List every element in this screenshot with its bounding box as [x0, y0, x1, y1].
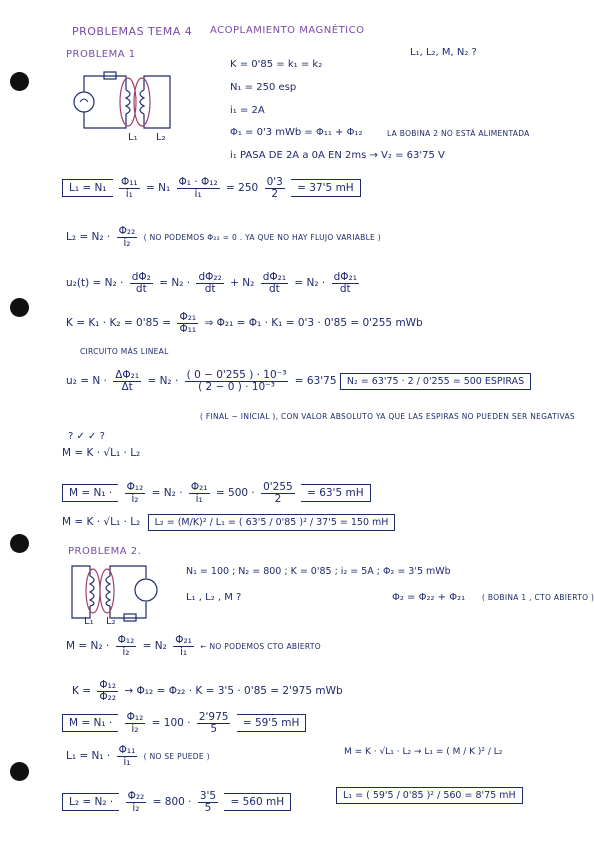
data-k: K = 0'85 = k₁ = k₂ [230, 59, 323, 70]
binder-hole [10, 534, 29, 553]
p2-eq-l1: L₁ = N₁ · $\frac{\text{Φ₁₁}}{\text{i₁}}$ ( NO SE PUEDE ) [66, 744, 210, 768]
check-marks: ? ✓ ✓ ? [68, 431, 105, 442]
problem-2-heading: PROBLEMA 2. [68, 546, 142, 557]
data-transition: i₁ PASA DE 2A a 0A EN 2ms → V₂ = 63'75 V [230, 150, 445, 161]
k-note: CIRCUITO MÁS LINEAL [80, 347, 169, 356]
page-title: PROBLEMAS TEMA 4 [72, 25, 193, 38]
n2-note: ( FINAL − INICIAL ), CON VALOR ABSOLUTO YA QUE LAS ESPIRAS NO PUEDEN SER NEGATIVAS [200, 412, 575, 421]
p2-unknowns: L₁ , L₂ , M ? [186, 592, 242, 603]
eq-m: M = N₁ · $\frac{\text{Φ₁₂}}{\text{i₂}}$ = N₂ · $\frac{\text{Φ₂₁}}{\text{i₁}}$ = 500 · $\frac{0'255}{2}$ = 63'5 mH [62, 482, 371, 504]
eq-m-general: M = K · √L₁ · L₂ [62, 447, 141, 459]
coil2-label-l1: L₁ [84, 616, 94, 627]
p2-eq-l1-alt: M = K · √L₁ · L₂ → L₁ = ( M / K )² / L₂ [344, 747, 503, 757]
data-i1: i₁ = 2A [230, 105, 265, 116]
eq-l2: L₂ = N₂ · $\frac{\text{Φ₂₂}}{\text{i₂}}$ ( NO PODEMOS Φ₂₂ = 0 . YA QUE NO HAY FLUJO VARIABLE ) [66, 225, 382, 249]
coupled-coils-figure-2 [66, 560, 176, 630]
coil-label-l1: L₁ [128, 132, 138, 143]
binder-hole [10, 762, 29, 781]
binder-hole [10, 298, 29, 317]
data-n1: N₁ = 250 esp [230, 82, 297, 93]
problem-1-heading: PROBLEMA 1 [66, 49, 136, 60]
eq-l1: L₁ = N₁ $\frac{\text{Φ₁₁}}{\text{i₁}}$ = N₁ $\frac{\text{Φ₁ · Φ₁₂}}{\text{i₁}}$ = 250 $\frac{0'3}{2}$ = 37'5 mH [62, 177, 361, 199]
p2-eq-k: K = $\frac{\text{Φ₁₂}}{\text{Φ₂₂}}$ → Φ₁₂ = Φ₂₂ · K = 3'5 · 0'85 = 2'975 mWb [72, 679, 343, 703]
page-subtitle: ACOPLAMIENTO MAGNÉTICO [210, 25, 365, 36]
data-flux: Φ₁ = 0'3 mWb = Φ₁₁ + Φ₁₂ [230, 127, 363, 138]
coil2-label-l2: L₂ [106, 616, 116, 627]
p2-flux-note: ( BOBINA 1 , CTO ABIERTO ) [482, 593, 594, 602]
binder-hole [10, 72, 29, 91]
eq-n2: u₂ = N · $\frac{\text{ΔΦ₂₁}}{\Delta t}$ = N₂ · $\frac{\text{( 0 − 0'255 ) · 10⁻³}}{\text{( 2 − 0 ) · 10⁻³}}$ = 63'75 N₂ = 63'75 · 2 / 0'255 = 500 ESPIRAS [66, 370, 531, 392]
eq-u2: u₂(t) = N₂ · $\frac{\text{dΦ₂}}{dt}$ = N₂ · $\frac{\text{dΦ₂₂}}{dt}$ + N₂ $\frac{\text{dΦ₂₁}}{dt}$ = N₂ · $\frac{\text{dΦ₂₁}}{dt}$ [66, 271, 357, 295]
eq-k: K = K₁ · K₂ = 0'85 = $\frac{\text{Φ₂₁}}{\text{Φ₁₁}}$ ⇒ Φ₂₁ = Φ₁ · K₁ = 0'3 · 0'85 = 0'255 mWb [66, 311, 423, 335]
p2-eq-m2: M = N₁ · $\frac{\text{Φ₁₂}}{\text{i₂}}$ = 100 · $\frac{2'975}{5}$ = 59'5 mH [62, 712, 306, 734]
unknowns: L₁, L₂, M, N₂ ? [410, 47, 477, 58]
p2-eq-m1: M = N₂ · $\frac{\text{Φ₁₂}}{\text{i₂}}$ = N₂ $\frac{\text{Φ₂₁}}{\text{i₁}}$ ← NO PODEMOS CTO ABIERTO [66, 634, 321, 658]
p2-data: N₁ = 100 ; N₂ = 800 ; K = 0'85 ; i₂ = 5A ; Φ₂ = 3'5 mWb [186, 566, 451, 577]
coil-label-l2: L₂ [156, 132, 166, 143]
data-flux-note: LA BOBINA 2 NO ESTÁ ALIMENTADA [387, 129, 530, 138]
p2-flux-sum: Φ₂ = Φ₂₂ + Φ₂₁ [392, 592, 466, 603]
eq-l2-from-m: M = K · √L₁ · L₂ L₂ = (M/K)² / L₁ = ( 63'5 / 0'85 )² / 37'5 = 150 mH [62, 517, 395, 528]
p2-l1-result: L₁ = ( 59'5 / 0'85 )² / 560 = 8'75 mH [336, 790, 523, 801]
p2-eq-l2: L₂ = N₂ · $\frac{\text{Φ₂₂}}{\text{i₂}}$ = 800 · $\frac{3'5}{5}$ = 560 mH [62, 791, 291, 813]
